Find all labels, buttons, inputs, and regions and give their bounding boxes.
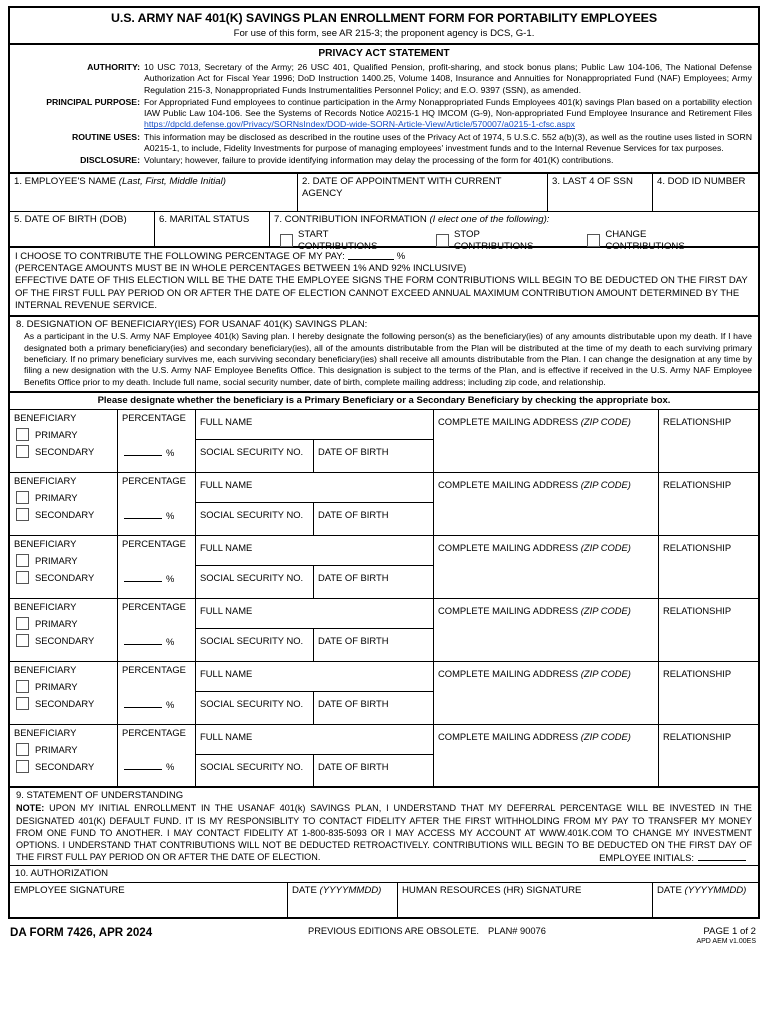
beneficiary-table: [10, 410, 758, 788]
beneficiary-label: BENEFICIARY: [14, 412, 77, 424]
relationship-label: RELATIONSHIP: [663, 605, 732, 617]
field-date-of-birth[interactable]: [314, 503, 433, 535]
percentage-input[interactable]: [124, 761, 162, 770]
ssn-dob-row: [196, 629, 433, 661]
name-ssn-dob-cell: [196, 410, 434, 472]
name-ssn-dob-cell: [196, 662, 434, 724]
option-change-label: CHANGE CONTRIBUTIONS: [605, 228, 685, 252]
privacy-disclosure-row: [16, 155, 752, 166]
field-full-name[interactable]: [196, 410, 433, 440]
beneficiary-type-cell: [10, 410, 118, 472]
dod-id-label: 4. DOD ID NUMBER: [657, 175, 746, 187]
contribution-label: 7. CONTRIBUTION INFORMATION: [274, 213, 427, 225]
percentage-entry[interactable]: [124, 636, 174, 647]
address-label: COMPLETE MAILING ADDRESS (ZIP CODE): [438, 542, 631, 554]
beneficiary-label: BENEFICIARY: [14, 538, 77, 550]
beneficiary-type-cell: [10, 599, 118, 661]
primary-option[interactable]: [14, 491, 117, 504]
field-relationship[interactable]: [659, 662, 758, 724]
field-social-security-number[interactable]: [196, 692, 314, 724]
field-full-name[interactable]: [196, 662, 433, 692]
full-name-label: FULL NAME: [200, 731, 253, 743]
relationship-label: RELATIONSHIP: [663, 479, 732, 491]
primary-label: PRIMARY: [35, 681, 78, 693]
checkbox-icon[interactable]: [16, 743, 29, 756]
privacy-purpose-body: For Appropriated Fund employees to continue participation in the Army Nonappropriated Funds Employees 401(k) savings Plan based on a portability election IAW Public Law 104-106. See the Systems of Records Notice A0215-1 HQ IMCOM (G-9), Non-appropriated Fund Employee Insurance and Retirement Files: [144, 96, 752, 119]
checkbox-icon[interactable]: [16, 428, 29, 441]
footer-right: [628, 926, 760, 945]
dob-label: DATE OF BIRTH: [318, 698, 389, 710]
ssn-label: SOCIAL SECURITY NO.: [200, 635, 304, 647]
address-label: COMPLETE MAILING ADDRESS (ZIP CODE): [438, 668, 631, 680]
beneficiary-label: BENEFICIARY: [14, 727, 77, 739]
hr-date-label: DATE: [657, 884, 682, 896]
ssn-label: SOCIAL SECURITY NO.: [200, 761, 304, 773]
beneficiary-label: BENEFICIARY: [14, 664, 77, 676]
ssn-dob-row: [196, 566, 433, 598]
percentage-label: PERCENTAGE: [122, 412, 186, 424]
field-date-of-birth[interactable]: [10, 212, 155, 246]
field-relationship[interactable]: [659, 536, 758, 598]
beneficiary-label: BENEFICIARY: [14, 475, 77, 487]
employee-date-hint: (YYYYMMDD): [319, 884, 382, 896]
percent-symbol: %: [166, 447, 175, 459]
primary-label: PRIMARY: [35, 744, 78, 756]
beneficiary-type-cell: [10, 725, 118, 786]
section-8-beneficiary-designation: [10, 317, 758, 393]
address-hint: (ZIP CODE): [580, 416, 631, 428]
field-full-name[interactable]: [196, 536, 433, 566]
secondary-label: SECONDARY: [35, 761, 95, 773]
percentage-input[interactable]: [124, 447, 162, 456]
dob-label: DATE OF BIRTH: [318, 446, 389, 458]
percentage-input[interactable]: [124, 510, 162, 519]
percent-symbol: %: [166, 573, 175, 585]
privacy-disclosure-label: DISCLOSURE:: [80, 155, 140, 166]
percentage-entry[interactable]: [124, 699, 174, 710]
privacy-purpose-label: PRINCIPAL PURPOSE:: [46, 96, 140, 107]
form-footer: [8, 926, 760, 956]
secondary-label: SECONDARY: [35, 698, 95, 710]
percentage-entry[interactable]: [124, 573, 174, 584]
field-mailing-address[interactable]: [434, 536, 659, 598]
field-employee-name[interactable]: [10, 174, 298, 211]
field-dod-id[interactable]: [653, 174, 758, 211]
section-10-title: 10. AUTHORIZATION: [10, 866, 758, 883]
primary-option[interactable]: [14, 680, 117, 693]
checkbox-icon[interactable]: [16, 680, 29, 693]
address-label: COMPLETE MAILING ADDRESS (ZIP CODE): [438, 479, 631, 491]
field-mailing-address[interactable]: [434, 662, 659, 724]
address-hint: (ZIP CODE): [580, 479, 631, 491]
percentage-input[interactable]: [124, 636, 162, 645]
beneficiary-type-cell: [10, 536, 118, 598]
marital-status-label: 6. MARITAL STATUS: [159, 213, 250, 225]
beneficiary-row: [10, 410, 758, 473]
ssn-label: SOCIAL SECURITY NO.: [200, 446, 304, 458]
field-social-security-number[interactable]: [196, 440, 314, 472]
page-title: U.S. ARMY NAF 401(K) SAVINGS PLAN ENROLLMENT FORM FOR PORTABILITY EMPLOYEES: [111, 11, 657, 25]
primary-option[interactable]: [14, 617, 117, 630]
secondary-option[interactable]: [14, 760, 117, 773]
plan-number: PLAN# 90076: [488, 925, 546, 936]
privacy-authority-label: AUTHORITY:: [87, 62, 140, 72]
option-stop-label: STOP CONTRIBUTIONS: [453, 228, 534, 252]
ssn-label: SOCIAL SECURITY NO.: [200, 572, 304, 584]
checkbox-icon[interactable]: [280, 234, 293, 247]
primary-label: PRIMARY: [35, 618, 78, 630]
address-label: COMPLETE MAILING ADDRESS (ZIP CODE): [438, 416, 631, 428]
percentage-entry[interactable]: [124, 447, 174, 458]
apd-version: APD AEM v1.00ES: [696, 937, 756, 945]
percentage-entry[interactable]: [124, 761, 174, 772]
dob-label: DATE OF BIRTH: [318, 572, 389, 584]
page-number: PAGE 1 of 2: [703, 925, 756, 937]
percent-symbol: %: [166, 761, 175, 773]
privacy-routine-label: ROUTINE USES:: [71, 131, 140, 142]
privacy-disclosure-text: Voluntary; however, failure to provide identifying information may delay the processing of the form for 401(K) contributions.: [144, 155, 614, 166]
full-name-label: FULL NAME: [200, 479, 253, 491]
percentage-cell: [118, 536, 196, 598]
form-container: [8, 6, 760, 919]
secondary-label: SECONDARY: [35, 635, 95, 647]
percentage-input[interactable]: [124, 573, 162, 582]
full-name-label: FULL NAME: [200, 605, 253, 617]
percentage-cell: [118, 410, 196, 472]
percentage-cell: [118, 725, 196, 786]
field-relationship[interactable]: [659, 725, 758, 786]
secondary-option[interactable]: [14, 697, 117, 710]
percentage-cell: [118, 473, 196, 535]
relationship-label: RELATIONSHIP: [663, 668, 732, 680]
ssn-label: SOCIAL SECURITY NO.: [200, 509, 304, 521]
field-contribution-information: [270, 212, 758, 252]
percentage-label: PERCENTAGE: [122, 727, 186, 739]
field-relationship[interactable]: [659, 410, 758, 472]
name-ssn-dob-cell: [196, 725, 434, 786]
sorn-link[interactable]: https://dpcld.defense.gov/Privacy/SORNsIndex/DOD-wide-SORN-Article-View/Article/570007/a0215-1-cfsc.aspx: [144, 119, 576, 130]
secondary-label: SECONDARY: [35, 446, 95, 458]
employee-initials-label: EMPLOYEE INITIALS:: [599, 851, 694, 863]
privacy-act-heading: PRIVACY ACT STATEMENT: [318, 48, 450, 59]
percentage-label: PERCENTAGE: [122, 664, 186, 676]
beneficiary-row: [10, 536, 758, 599]
field-social-security-number[interactable]: [196, 566, 314, 598]
percentage-election-block: [10, 248, 758, 317]
checkbox-icon[interactable]: [16, 508, 29, 521]
option-start-label: START CONTRIBUTIONS: [297, 228, 378, 252]
field-appointment-date[interactable]: [298, 174, 548, 211]
percent-symbol: %: [166, 510, 175, 522]
beneficiary-type-cell: [10, 473, 118, 535]
ssn-dob-row: [196, 692, 433, 724]
full-name-label: FULL NAME: [200, 668, 253, 680]
ssn-dob-row: [196, 440, 433, 472]
beneficiary-label: BENEFICIARY: [14, 601, 77, 613]
privacy-authority-row: [16, 62, 752, 96]
field-full-name[interactable]: [196, 473, 433, 503]
secondary-option[interactable]: [14, 508, 117, 521]
employee-date-label: DATE: [292, 884, 317, 896]
section-9-note-label: NOTE:: [16, 803, 45, 814]
field-social-security-number[interactable]: [196, 503, 314, 535]
privacy-purpose-text: [144, 97, 752, 131]
field-hr-date[interactable]: [653, 883, 758, 917]
employee-signature-label: EMPLOYEE SIGNATURE: [14, 884, 125, 896]
relationship-label: RELATIONSHIP: [663, 731, 732, 743]
checkbox-icon[interactable]: [16, 491, 29, 504]
percentage-cell: [118, 662, 196, 724]
secondary-label: SECONDARY: [35, 509, 95, 521]
field-full-name[interactable]: [196, 725, 433, 755]
field-mailing-address[interactable]: [434, 725, 659, 786]
form-identifier: DA FORM 7426, APR 2024: [10, 925, 153, 939]
contribution-info-row: [10, 212, 758, 252]
primary-option[interactable]: [14, 554, 117, 567]
name-ssn-dob-cell: [196, 599, 434, 661]
secondary-label: SECONDARY: [35, 572, 95, 584]
field-full-name[interactable]: [196, 599, 433, 629]
primary-option[interactable]: [14, 428, 117, 441]
secondary-option[interactable]: [14, 445, 117, 458]
field-marital-status[interactable]: [155, 212, 270, 246]
percent-symbol: %: [166, 636, 175, 648]
appointment-date-label: 2. DATE OF APPOINTMENT WITH CURRENT AGENCY: [302, 175, 502, 199]
option-start-contributions[interactable]: [280, 229, 436, 253]
field-employee-date[interactable]: [288, 883, 398, 917]
percentage-input[interactable]: [124, 699, 162, 708]
name-ssn-dob-cell: [196, 536, 434, 598]
employee-initials-input[interactable]: [698, 851, 746, 861]
authorization-signature-row: [10, 883, 758, 917]
dob-label: DATE OF BIRTH: [318, 635, 389, 647]
section-8-body: As a participant in the U.S. Army NAF Employee 401(k) Saving plan. I hereby designate the following person(s) as the beneficiary(ies) of any amounts distributable upon my death. If I have designated both a primary beneficiary(ies) and secondary beneficiary(ies), all of the amounts distributable from the Plan will be distributed at the time of my death to each surviving primary beneficiary. If no primary beneficiary survives me, each surviving secondary beneficiary(ies) shall receive all amounts distributable from the Plan. I can change the designation at any time by filing a new designation with the U.S. Army NAF Employee Benefits Office. This designation is subject to the terms of the Plan, and is effective if received in the U.S. Army NAF Employee Benefits Office prior to my death. Include full name, social security number, date of birth, complete mailing address; including zip code, and relationship.: [24, 331, 752, 387]
percentage-cell: [118, 599, 196, 661]
employee-info-row: [10, 174, 758, 212]
beneficiary-type-cell: [10, 662, 118, 724]
field-date-of-birth[interactable]: [314, 566, 433, 598]
dob-label: DATE OF BIRTH: [318, 761, 389, 773]
previous-editions-note: PREVIOUS EDITIONS ARE OBSOLETE.: [308, 925, 480, 936]
ssn-dob-row: [196, 755, 433, 787]
beneficiary-row: [10, 725, 758, 788]
privacy-act-statement: [10, 45, 758, 174]
primary-label: PRIMARY: [35, 492, 78, 504]
dob-label: DATE OF BIRTH: [318, 509, 389, 521]
employee-name-hint: (Last, First, Middle Initial): [118, 175, 226, 187]
designate-instruction-bar: Please designate whether the beneficiary is a Primary Beneficiary or a Secondary Beneficiary by checking the appropriate box.: [10, 392, 758, 410]
secondary-option[interactable]: [14, 634, 117, 647]
address-label: COMPLETE MAILING ADDRESS (ZIP CODE): [438, 731, 631, 743]
field-hr-signature[interactable]: [398, 883, 653, 917]
relationship-label: RELATIONSHIP: [663, 416, 732, 428]
contribution-hint: (I elect one of the following):: [429, 213, 550, 225]
checkbox-icon[interactable]: [16, 445, 29, 458]
privacy-routine-text: This information may be disclosed as described in the routine uses of the Privacy Act of 1974, 5 U.S.C. 552 a(b)(3), as well as the routine uses listed in SORN A0215-1, to include, Fidelity Investments for purpose of managing employees' investment funds and to the Internal Revenue Services for tax purposes.: [144, 131, 752, 154]
privacy-routine-row: [16, 132, 752, 155]
section-9-title: 9. STATEMENT OF UNDERSTANDING: [16, 790, 184, 802]
ssn-dob-row: [196, 503, 433, 535]
primary-label: PRIMARY: [35, 429, 78, 441]
form-title-block: [10, 8, 758, 45]
address-hint: (ZIP CODE): [580, 542, 631, 554]
secondary-option[interactable]: [14, 571, 117, 584]
beneficiary-row: [10, 599, 758, 662]
full-name-label: FULL NAME: [200, 542, 253, 554]
field-social-security-number[interactable]: [196, 755, 314, 787]
privacy-purpose-row: [16, 97, 752, 131]
percentage-prompt: I CHOOSE TO CONTRIBUTE THE FOLLOWING PERCENTAGE OF MY PAY:: [15, 250, 345, 262]
percentage-label: PERCENTAGE: [122, 475, 186, 487]
dob-label: 5. DATE OF BIRTH (DOB): [14, 213, 127, 225]
percentage-line-2: (PERCENTAGE AMOUNTS MUST BE IN WHOLE PERCENTAGES BETWEEN 1% AND 92% INCLUSIVE): [15, 263, 467, 275]
checkbox-icon[interactable]: [16, 697, 29, 710]
checkbox-icon[interactable]: [587, 234, 600, 247]
employee-name-label: 1. EMPLOYEE'S NAME: [14, 175, 117, 187]
hr-date-hint: (YYYYMMDD): [684, 884, 747, 896]
checkbox-icon[interactable]: [16, 634, 29, 647]
field-date-of-birth[interactable]: [314, 629, 433, 661]
checkbox-icon[interactable]: [16, 554, 29, 567]
field-date-of-birth[interactable]: [314, 440, 433, 472]
percentage-label: PERCENTAGE: [122, 601, 186, 613]
section-9-statement-of-understanding: [10, 788, 758, 866]
option-stop-contributions[interactable]: [436, 229, 587, 253]
contribution-options: [274, 229, 754, 253]
ssn-label: 3. LAST 4 OF SSN: [552, 175, 633, 187]
field-employee-signature[interactable]: [10, 883, 288, 917]
option-change-contributions[interactable]: [587, 229, 754, 253]
address-hint: (ZIP CODE): [580, 605, 631, 617]
primary-option[interactable]: [14, 743, 117, 756]
primary-label: PRIMARY: [35, 555, 78, 567]
privacy-authority-text: 10 USC 7013, Secretary of the Army; 26 USC 401, Qualified Pension, profit-sharing, and stock bonus plans; Public Law 104-106, The National Defense Authorization Act for Fiscal Year 1996; DoD Instruction 1400.25, Volume 1408, Insurance and Annuities for Nonappropriated Fund (NAF) Employees; Army Regulation 215-3, Nonappropriated Funds Instrumentalities Personnel Policy; and E.O. 9397 (SSN), as amended.: [144, 62, 752, 95]
field-social-security-number[interactable]: [196, 629, 314, 661]
field-relationship[interactable]: [659, 599, 758, 661]
field-date-of-birth[interactable]: [314, 755, 433, 787]
section-8-title: 8. DESIGNATION OF BENEFICIARY(IES) FOR USANAF 401(K) SAVINGS PLAN:: [16, 318, 368, 330]
field-date-of-birth[interactable]: [314, 692, 433, 724]
field-relationship[interactable]: [659, 473, 758, 535]
percent-symbol: %: [396, 250, 406, 262]
full-name-label: FULL NAME: [200, 416, 253, 428]
percentage-entry[interactable]: [124, 510, 174, 521]
field-mailing-address[interactable]: [434, 599, 659, 661]
address-label: COMPLETE MAILING ADDRESS (ZIP CODE): [438, 605, 631, 617]
percentage-line-3: EFFECTIVE DATE OF THIS ELECTION WILL BE THE DATE THE EMPLOYEE SIGNS THE FORM CONTRIBUTIONS WILL BEGIN TO BE DEDUCTED ON THE FIRST DAY OF THE FIRST FULL PAY PERIOD ON OR AFTER THE DATE OF ELECTION CANNOT EXCEED ANNUAL MAXIMUM CONTRIBUTION AMOUNT DETERMINED BY THE INTERNAL REVENUE SERVICE.: [15, 275, 748, 312]
relationship-label: RELATIONSHIP: [663, 542, 732, 554]
checkbox-icon[interactable]: [16, 617, 29, 630]
field-mailing-address[interactable]: [434, 410, 659, 472]
address-hint: (ZIP CODE): [580, 668, 631, 680]
checkbox-icon[interactable]: [436, 234, 449, 247]
field-mailing-address[interactable]: [434, 473, 659, 535]
percent-symbol: %: [166, 699, 175, 711]
ssn-label: SOCIAL SECURITY NO.: [200, 698, 304, 710]
beneficiary-row: [10, 662, 758, 725]
checkbox-icon[interactable]: [16, 760, 29, 773]
form-subtitle: For use of this form, see AR 215-3; the proponent agency is DCS, G-1.: [233, 28, 535, 39]
address-hint: (ZIP CODE): [580, 731, 631, 743]
section-9-note-text: UPON MY INITIAL ENROLLMENT IN THE USANAF 401(k) SAVINGS PLAN, I UNDERSTAND THAT MY DEFERRAL PERCENTAGE WILL BE INVESTED IN THE DESIGNATED 401(K) DEFAULT FUND. IT IS MY RESPONSIBLITY TO CONTACT FIDELITY AFTER THE FIRST WITHHOLDING FROM MY PAY TO TRANSFER MY MONEY FROM ONE FUND TO ANOTHER. I MAY CONTACT FIDELITY AT 1-800-835-5093 OR I MAY ACCESS MY ACCOUNT AT WWW.401K.COM TO CHANGE MY INVESTMENT OPTIONS. I UNDERSTAND THAT CONTRIBUTIONS WILL NOT BE DEDUCTED RETROACTIVELY. CONTRIBUTIONS WILL BEGIN TO BE DEDUCTED ON THE FIRST DAY OF THE FIRST FULL PAY PERIOD ON OR AFTER THE DATE OF ELECTION.: [16, 803, 752, 862]
checkbox-icon[interactable]: [16, 571, 29, 584]
name-ssn-dob-cell: [196, 473, 434, 535]
percentage-label: PERCENTAGE: [122, 538, 186, 550]
beneficiary-row: [10, 473, 758, 536]
field-last4-ssn[interactable]: [548, 174, 653, 211]
hr-signature-label: HUMAN RESOURCES (HR) SIGNATURE: [402, 884, 582, 896]
